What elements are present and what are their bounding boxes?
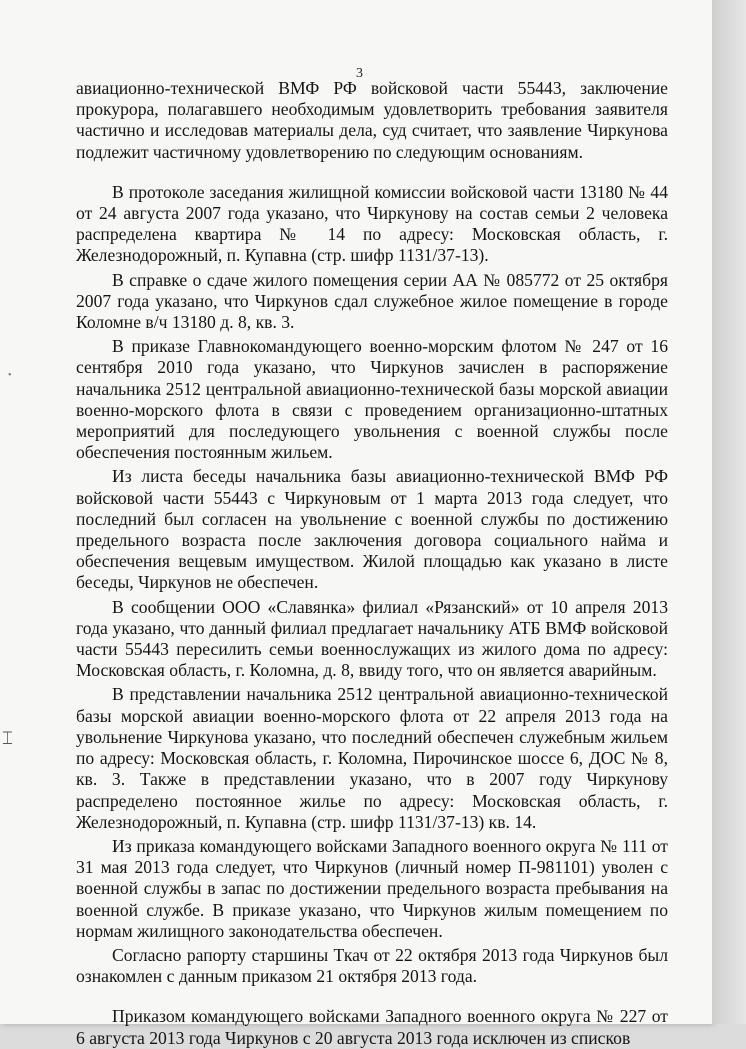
page-number: 3 [356,66,363,81]
margin-dot-mark: • [8,370,12,381]
page-edge-shadow [712,0,746,1024]
document-body [76,78,668,1049]
paragraph: Согласно рапорту старшины Ткач от 22 октября 2013 года Чиркунов был ознакомлен с данным приказом 21 октября 2013 года. [76,944,668,987]
paragraph: В приказе Главнокомандующего военно-морским флотом № 247 от 16 сентября 2010 года указано, что Чиркунов зачислен в распоряжение начальника 2512 центральной авиационно-технической базы морской авиации военно-морского флота в связи с проведением организационно-штатных мероприятий для последующего увольнения с военной службы после обеспечения постоянным жильем. [76,336,668,463]
paragraph: Из приказа командующего войсками Западного военного округа № 111 от 31 мая 2013 года следует, что Чиркунов (личный номер П-981101) уволен с военной службы в запас по достижении предельного возраста пребывания на военной службе. В приказе указано, что Чиркунов жилым помещением по нормам жилищного законодательства обеспечен. [76,835,668,941]
margin-binding-mark: ⌶ [2,728,13,748]
paragraph: Из листа беседы начальника базы авиационно-технической ВМФ РФ войсковой части 55443 с Чиркуновым от 1 марта 2013 года следует, что последний был согласен на увольнение с военной службы по достижению предельного возраста после заключения договора социального найма и обеспечения вещевым имуществом. Жилой площадью как указано в листе беседы, Чиркунов не обеспечен. [76,466,668,593]
paragraph: В представлении начальника 2512 центральной авиационно-технической базы морской авиации военно-морского флота от 22 апреля 2013 года на увольнение Чиркунова указано, что последний обеспечен служебным жильем по адресу: Московская область, г. Коломна, Пирочинское шоссе 6, ДОС № 8, кв. 3. Также в представлении указано, что в 2007 году Чиркунову распределено постоянное жилье по адресу: Московская область, г. Железнодорожный, п. Купавна (стр. шифр 1131/37-13) кв. 14. [76,684,668,832]
paragraph: Приказом командующего войсками Западного военного округа № 227 от 6 августа 2013 года Чиркунов с 20 августа 2013 года исключен из списков [76,1006,668,1048]
paragraph: В протоколе заседания жилищной комиссии войсковой части 13180 № 44 от 24 августа 2007 года указано, что Чиркунову на состав семьи 2 человека распределена квартира № 14 по адресу: Московская область, г. Железнодорожный, п. Купавна (стр. шифр 1131/37-13). [76,181,668,266]
paragraph: В справке о сдаче жилого помещения серии АА № 085772 от 25 октября 2007 года указано, что Чиркунов сдал служебное жилое помещение в городе Коломне в/ч 13180 д. 8, кв. 3. [76,269,668,333]
paragraph: В сообщении ООО «Славянка» филиал «Рязанский» от 10 апреля 2013 года указано, что данный филиал предлагает начальнику АТБ ВМФ войсковой части 55443 пересилить семьи военнослужащих из жилого дома по адресу: Московская область, г. Коломна, д. 8, ввиду того, что он является аварийным. [76,596,668,681]
paragraph: авиационно-технической ВМФ РФ войсковой части 55443, заключение прокурора, полагавшего необходимым удовлетворить требования заявителя частично и исследовав материалы дела, суд считает, что заявление Чиркунова подлежит частичному удовлетворению по следующим основаниям. [76,78,668,162]
